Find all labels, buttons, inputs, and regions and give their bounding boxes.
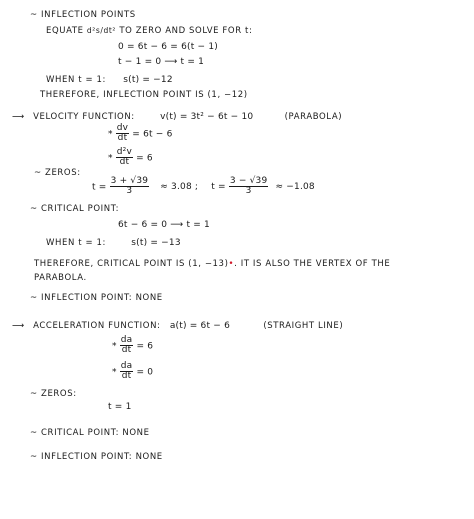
da-dt-result-2: = 0 — [136, 367, 154, 378]
dv-dt-result: = 6t − 6 — [132, 129, 173, 140]
red-mark: • — [228, 259, 235, 269]
zero-approx-2: ≈ −1.08 — [275, 182, 315, 193]
velocity-zeros-line — [92, 177, 315, 197]
velocity-zeros-label: ~ ZEROS: — [34, 168, 81, 178]
velocity-label: VELOCITY FUNCTION: — [33, 112, 135, 122]
d2v-dt-line — [108, 148, 153, 168]
straight-line-note: (STRAIGHT LINE) — [263, 321, 344, 331]
arrow-icon: ⟶ — [12, 112, 25, 122]
equate-instruction — [46, 26, 252, 36]
s-value: s(t) = −13 — [131, 238, 181, 248]
zero-fraction-2 — [229, 177, 269, 197]
second-derivative-num: d²s — [86, 26, 101, 35]
vertex-statement: . IT IS ALSO THE VERTEX OF THE — [234, 259, 391, 269]
d2v-dt-fraction — [116, 148, 133, 168]
critical-statement: THEREFORE, CRITICAL POINT IS (1, −13) — [34, 259, 229, 269]
therefore-critical — [34, 259, 390, 269]
acceleration-critical-none: ~ CRITICAL POINT: NONE — [30, 428, 150, 438]
acceleration-zeros-label: ~ ZEROS: — [30, 389, 77, 399]
equate-word: EQUATE — [46, 26, 84, 36]
when-t1-line-2 — [46, 238, 181, 248]
frac-num: da — [120, 335, 133, 345]
equation-line-2: t − 1 = 0 ⟶ t = 1 — [118, 57, 205, 67]
frac-num: d²v — [116, 147, 133, 157]
s-value: s(t) = −12 — [123, 75, 173, 85]
velocity-inflection-none: ~ INFLECTION POINT: NONE — [30, 293, 163, 303]
equation-line-1: 0 = 6t − 6 = 6(t − 1) — [118, 42, 218, 52]
acceleration-equation: a(t) = 6t − 6 — [169, 321, 231, 331]
second-derivative-den: /dt² — [100, 26, 117, 35]
frac-num: da — [120, 361, 133, 371]
frac-num: 3 − √39 — [229, 176, 268, 186]
da-dt-line-1 — [112, 336, 153, 356]
t-equals-2: t = — [211, 182, 226, 193]
d2v-dt-result: = 6 — [136, 153, 153, 164]
acceleration-function-line — [12, 321, 343, 331]
heading-inflection-points: ~ INFLECTION POINTS — [30, 10, 136, 20]
zero-approx-1: ≈ 3.08 ; — [160, 182, 199, 193]
frac-num: dv — [116, 123, 129, 133]
when-label: WHEN t = 1: — [46, 75, 106, 85]
equate-rest: TO ZERO AND SOLVE FOR t: — [119, 26, 253, 36]
acceleration-label: ACCELERATION FUNCTION: — [33, 321, 161, 331]
parabola-word: PARABOLA. — [34, 273, 87, 283]
dv-dt-line — [108, 124, 173, 144]
zero-fraction-1 — [110, 177, 150, 197]
parabola-note: (PARABOLA) — [284, 112, 343, 122]
da-dt-line-2 — [112, 362, 153, 382]
frac-num: 3 + √39 — [110, 176, 149, 186]
when-label: WHEN t = 1: — [46, 238, 106, 248]
when-t1-line — [46, 75, 173, 85]
frac-den: 3 — [126, 186, 133, 197]
acceleration-inflection-none: ~ INFLECTION POINT: NONE — [30, 452, 163, 462]
frac-den: dt — [121, 371, 132, 382]
frac-den: dt — [121, 345, 132, 356]
frac-den: dt — [117, 133, 128, 144]
therefore-inflection: THEREFORE, INFLECTION POINT IS (1, −12) — [40, 90, 248, 100]
da-dt-result-1: = 6 — [136, 341, 154, 352]
velocity-equation: v(t) = 3t² − 6t − 10 — [160, 112, 254, 122]
t-equals-1: t = — [92, 182, 107, 193]
frac-den: 3 — [245, 186, 252, 197]
dv-dt-fraction — [116, 124, 129, 144]
bullet-star: * — [112, 367, 117, 378]
bullet-star: * — [108, 129, 113, 140]
velocity-function-line — [12, 112, 342, 122]
da-dt-fraction-1 — [120, 336, 134, 356]
bullet-star: * — [112, 341, 117, 352]
arrow-icon: ⟶ — [12, 321, 25, 331]
critical-point-label: ~ CRITICAL POINT: — [30, 204, 120, 214]
da-dt-fraction-2 — [120, 362, 134, 382]
bullet-star: * — [108, 153, 113, 164]
critical-point-equation: 6t − 6 = 0 ⟶ t = 1 — [118, 220, 210, 230]
frac-den: dt — [119, 157, 130, 168]
acceleration-zero-value: t = 1 — [108, 402, 132, 412]
